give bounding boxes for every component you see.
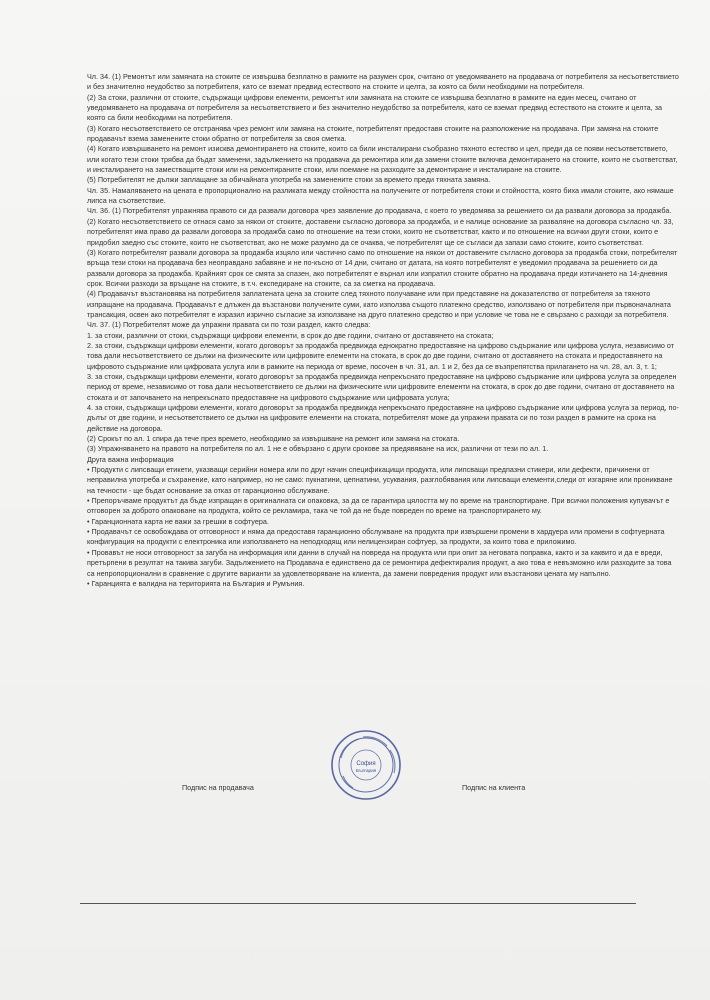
bullet-item: • Продавачът се освобождава от отговорност и няма да предоставя гаранционно обслужване на продукта при извършени промени в хардуера или промени в софтуерната конфигурация на продукти с електроника или използването на неподходящ или нелицензиран софтуер, за продукти, за които това е приложимо. [87, 527, 665, 547]
paragraph: (2) Когато несъответствието се отнася само за някои от стоките, доставени съгласно договора за продажба, и е налице основание за разваляне на договора съгласно чл. 33, потребителят има право да развали договора за продажба само по отношение на тези стоки, които не съответстват, както и по отношение на всички други стоки, които е придобил заедно със стоките, които не съответстват, ако не може разумно да се очаква, че потребителят ще се съгласи да запази само стоките, които съответстват. [87, 216, 674, 247]
bullet-item: • Продукти с липсващи етикети, указващи серийни номера или по друг начин спецификацищи продукта, или липсващи предпазни стикери, или дефекти, причинени от неправилна употреба и съхранение, като например, но не само: пукнатини, цепнатини, усуквания, разглобявания или липсващи елементи,следи от изгаряне или проникване на течности - ще бъдат основание за отказ от гаранционно обслужване. [87, 465, 673, 495]
paragraph: (4) Когато извършването на ремонт изисква демонтирането на стоките, които са били инсталирани съобразно тяхното естество и цел, преди да се появи несъответствието, или когато тези стоки трябва да бъдат заменени, задължението на продавача да ремонтира или да замени стоките включва демонтирането на стоките, които не съответстват, и инсталирането на заместващите стоки или на ремонтираните стоки, или поемане на разходите за демонтиране и инсталиране на стоките. [87, 144, 678, 175]
paragraph: (3) Упражняването на правото на потребителя по ал. 1 не е обвързано с други срокове за предявяване на иск, различни от тези по ал. 1. [87, 444, 549, 454]
seller-signature-label: Подпис на продавача [182, 783, 254, 792]
paragraph: 2. за стоки, съдържащи цифрови елементи, когато договорът за продажба предвижда еднократно предоставяне на цифрово съдържание или цифрова услуга, независимо от това дали несъответствието се дължи на физическите или цифровите елементи на стоката, в срок до две години, считано от доставянето на стоката и предоставянето на цифровото съдържание или цифровата услуга или в рамките на периода от време, посочен в чл. 31, ал. 1 и 2, без да се възпрепятства прилагането на чл. 28, ал. 3, т. 1; [87, 340, 675, 371]
paragraph: (4) Продавачът възстановява на потребителя заплатената цена за стоките след тяхното получаване или при представяне на доказателство от потребителя за тяхното изпращане на продавача. Продавачът е длъжен да възстанови получените суми, като използва същото платежно средство, използвано от потребителя при първоначалната трансакция, освен ако потребителят е изразил изрично съгласие за използване на друго платежно средство и при условие че това не е свързано с разходи за потребителя. [87, 289, 671, 319]
paragraph: (3) Когато потребителят развали договора за продажба изцяло или частично само по отношение на някои от доставените съгласно договора за продажба стоки, потребителят връща тези стоки на продавача без неоправдано забавяне и не по-късно от 14 дни, считано от датата, на която потребителят е уведомил продавача за решението си да развали договора за продажба. Крайният срок се смята за спазен, ако потребителят е върнал или изпратил стоките обратно на продавача преди изтичането на 14-дневния срок. Всички разходи за връщане на стоките, в т.ч. експедиране на стоките, са за сметка на продавача. [87, 247, 678, 288]
svg-text:София: София [356, 761, 376, 767]
paragraph: (2) Срокът по ал. 1 спира да тече през времето, необходимо за извършване на ремонт или замяна на стоката. [87, 434, 460, 444]
paragraph: Чл. 36. (1) Потребителят упражнява правото си да развали договора чрез заявление до продавача, с което го уведомява за решението си да развали договора за продажба. [87, 206, 672, 216]
paragraph: (3) Когато несъответствието се отстранява чрез ремонт или замяна на стоките, потребителят предоставя стоките на разположение на продавача. При замяна на стоките продавачът взема заменените стоки обратно от потребителя за своя сметка. [87, 123, 659, 144]
paragraph: Чл. 35. Намаляването на цената е пропорционално на разликата между стойността на получените от потребителя стоки и стойността, която биха имали стоките, ако нямаше липса на съответствие. [87, 185, 674, 206]
paragraph: 4. за стоки, съдържащи цифрови елементи, когато договорът за продажба предвижда непрекъснато предоставяне на цифрово съдържание или цифрова услуга за период, по-дълъг от две години, и несъответствието се дължи на цифровите елементи на стоката, потребителят може да упражни правата си по този раздел в рамките на срока на действие на договора. [87, 403, 679, 433]
paragraph: (5) Потребителят не дължи заплащане за обичайната употреба на заменените стоки за времето преди тяхната замяна. [87, 175, 491, 185]
section-heading: Друга важна информация [87, 454, 174, 464]
client-signature-label: Подпис на клиента [462, 783, 526, 792]
bullet-item: • Гаранцията е валидна на територията на България и Румъния. [87, 578, 305, 588]
paragraph: 1. за стоки, различни от стоки, съдържащи цифрови елементи, в срок до две години, считано от доставянето на стоката; [87, 330, 494, 340]
bullet-item: • Препоръчваме продуктът да бъде изпращан в оригиналната си опаковка, за да се гарантира цялостта му по време на транспортиране. При всички положения купувачът е отговорен за доброто опаковане на продукта, който се рекламира, така че той да не бъде повреден по време на транспортирането му. [87, 496, 670, 516]
paragraph: (2) За стоки, различни от стоките, съдържащи цифрови елементи, ремонтът или замяната на стоките се извършва безплатно в рамките на един месец, считано от уведомяването на продавача от потребителя за несъответствието и без значително неудобство за потребителя, като се вземат предвид естеството на стоките и целта, за която са били необходими на потребителя. [87, 92, 663, 123]
paragraph: 3. за стоки, съдържащи цифрови елементи, когато договорът за продажба предвижда непрекъснато предоставяне на цифрово съдържание или цифрова услуга за определен период от време, независимо от това дали несъответствието се дължи на физическите или цифровите елементи на стоката, в срок до две години, считано от доставянето на стоката и от започването на непрекъснато предоставяне на цифровото съдържание или цифровата услуга; [87, 371, 677, 402]
document-body [87, 72, 681, 589]
bullet-item: • Прoвавът не носи отговорност за загуба на информация или данни в случай на повреда на продукта или при опит за неговата поправка, както и за каквито и да е вреди, претърпени в резултат на такива загуби. Задължението на Продавача е единствено да се ремонтира дефектиралия продукт, а ако това е невъзможно или разходите за това са непропорционални в сравнение с другите варианти за удовлетворяване на клиента, да замени повредения продукт или възстанови цената му напълно. [87, 547, 672, 578]
svg-text:България: България [355, 768, 377, 773]
paragraph: Чл. 37. (1) Потребителят може да упражни правата си по този раздел, както следва: [87, 320, 371, 330]
paragraph: Чл. 34. (1) Ремонтът или замяната на стоките се извършва безплатно в рамките на разумен срок, считано от уведомяването на продавача от потребителя за несъответствието и без значително неудобство за потребителя, като се вземат предвид естеството на стоките и целта, за която са били необходими на потребителя. [87, 72, 679, 92]
stamp-seal [329, 728, 403, 802]
bottom-divider [80, 903, 636, 904]
bullet-item: • Гаранционната карта не важи за грешки в софтуера. [87, 516, 269, 526]
